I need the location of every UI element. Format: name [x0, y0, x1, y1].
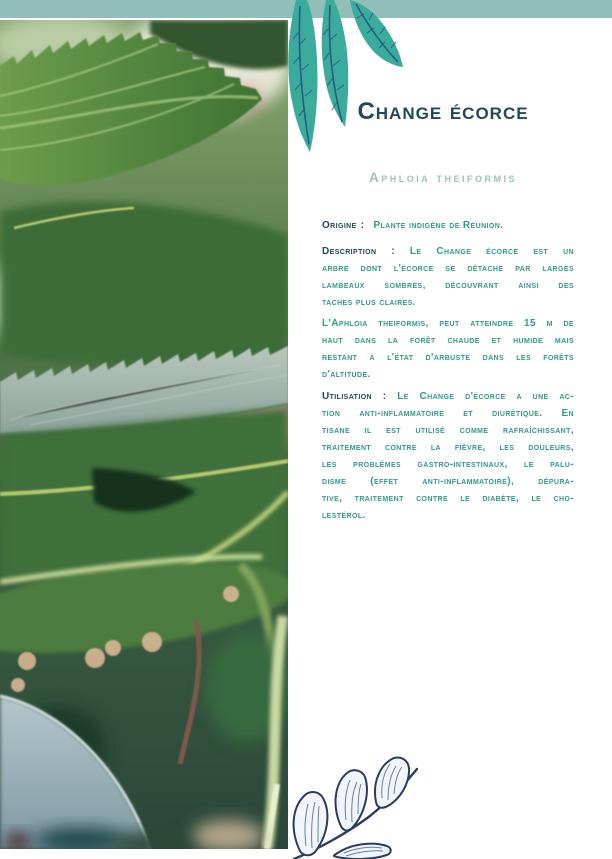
utilisation-line: disme (effet anti-inflammatoire), dépura- [322, 476, 574, 487]
utilisation-line: tive, traitement contre le diabète, le cho- [322, 493, 574, 504]
page-title: Change écorce [357, 98, 529, 125]
page-subtitle: Aphloia theiformis [369, 170, 517, 185]
description2-line: d'altitude. [322, 369, 371, 380]
origine-value: Plante indigène de Réunion. [373, 220, 504, 231]
origine-paragraph [322, 217, 574, 234]
utilisation-colon: : [382, 391, 387, 402]
teal-leaves-icon [284, 0, 406, 158]
description-line: taches plus claires. [322, 297, 416, 308]
description-paragraph [322, 243, 574, 311]
description-label: Description [322, 246, 377, 257]
utilisation-line: tion anti-inflammatoire et diurétique. En [322, 408, 574, 419]
origine-colon: : [360, 220, 365, 231]
utilisation-line: Le Change d'écorce a une ac- [397, 391, 574, 402]
ink-branch-icon [284, 756, 424, 859]
description-colon: : [391, 246, 396, 257]
utilisation-label: Utilisation [322, 391, 372, 402]
description-line: arbre dont l'écorce se détache par larges [322, 263, 574, 274]
description2-paragraph [322, 315, 574, 383]
utilisation-paragraph [322, 388, 574, 524]
description2-line: haut dans la forêt chaude et humide mais [322, 335, 574, 346]
utilisation-line: les problèmes gastro-intestinaux, le palu- [322, 459, 574, 470]
utilisation-line: tisane il est utilisé comme rafraîchissant, [322, 425, 574, 436]
utilisation-line: lestérol. [322, 510, 366, 521]
leaf-photo [0, 20, 288, 849]
origine-label: Origine [322, 220, 357, 231]
photo-mid-leaf-mass [0, 202, 288, 367]
body-text [322, 217, 574, 528]
description-line: lambeaux sombres, découvrant ainsi des [322, 280, 574, 291]
description-line: Le Change écorce est un [409, 246, 574, 257]
description2-line: restant à l'état d'arbuste dans les forêts [322, 352, 574, 363]
description2-line: L'Aphloia theiformis, peut atteindre 15 m de [322, 318, 574, 329]
utilisation-line: traitement contre la fièvre, les douleurs, [322, 442, 574, 453]
